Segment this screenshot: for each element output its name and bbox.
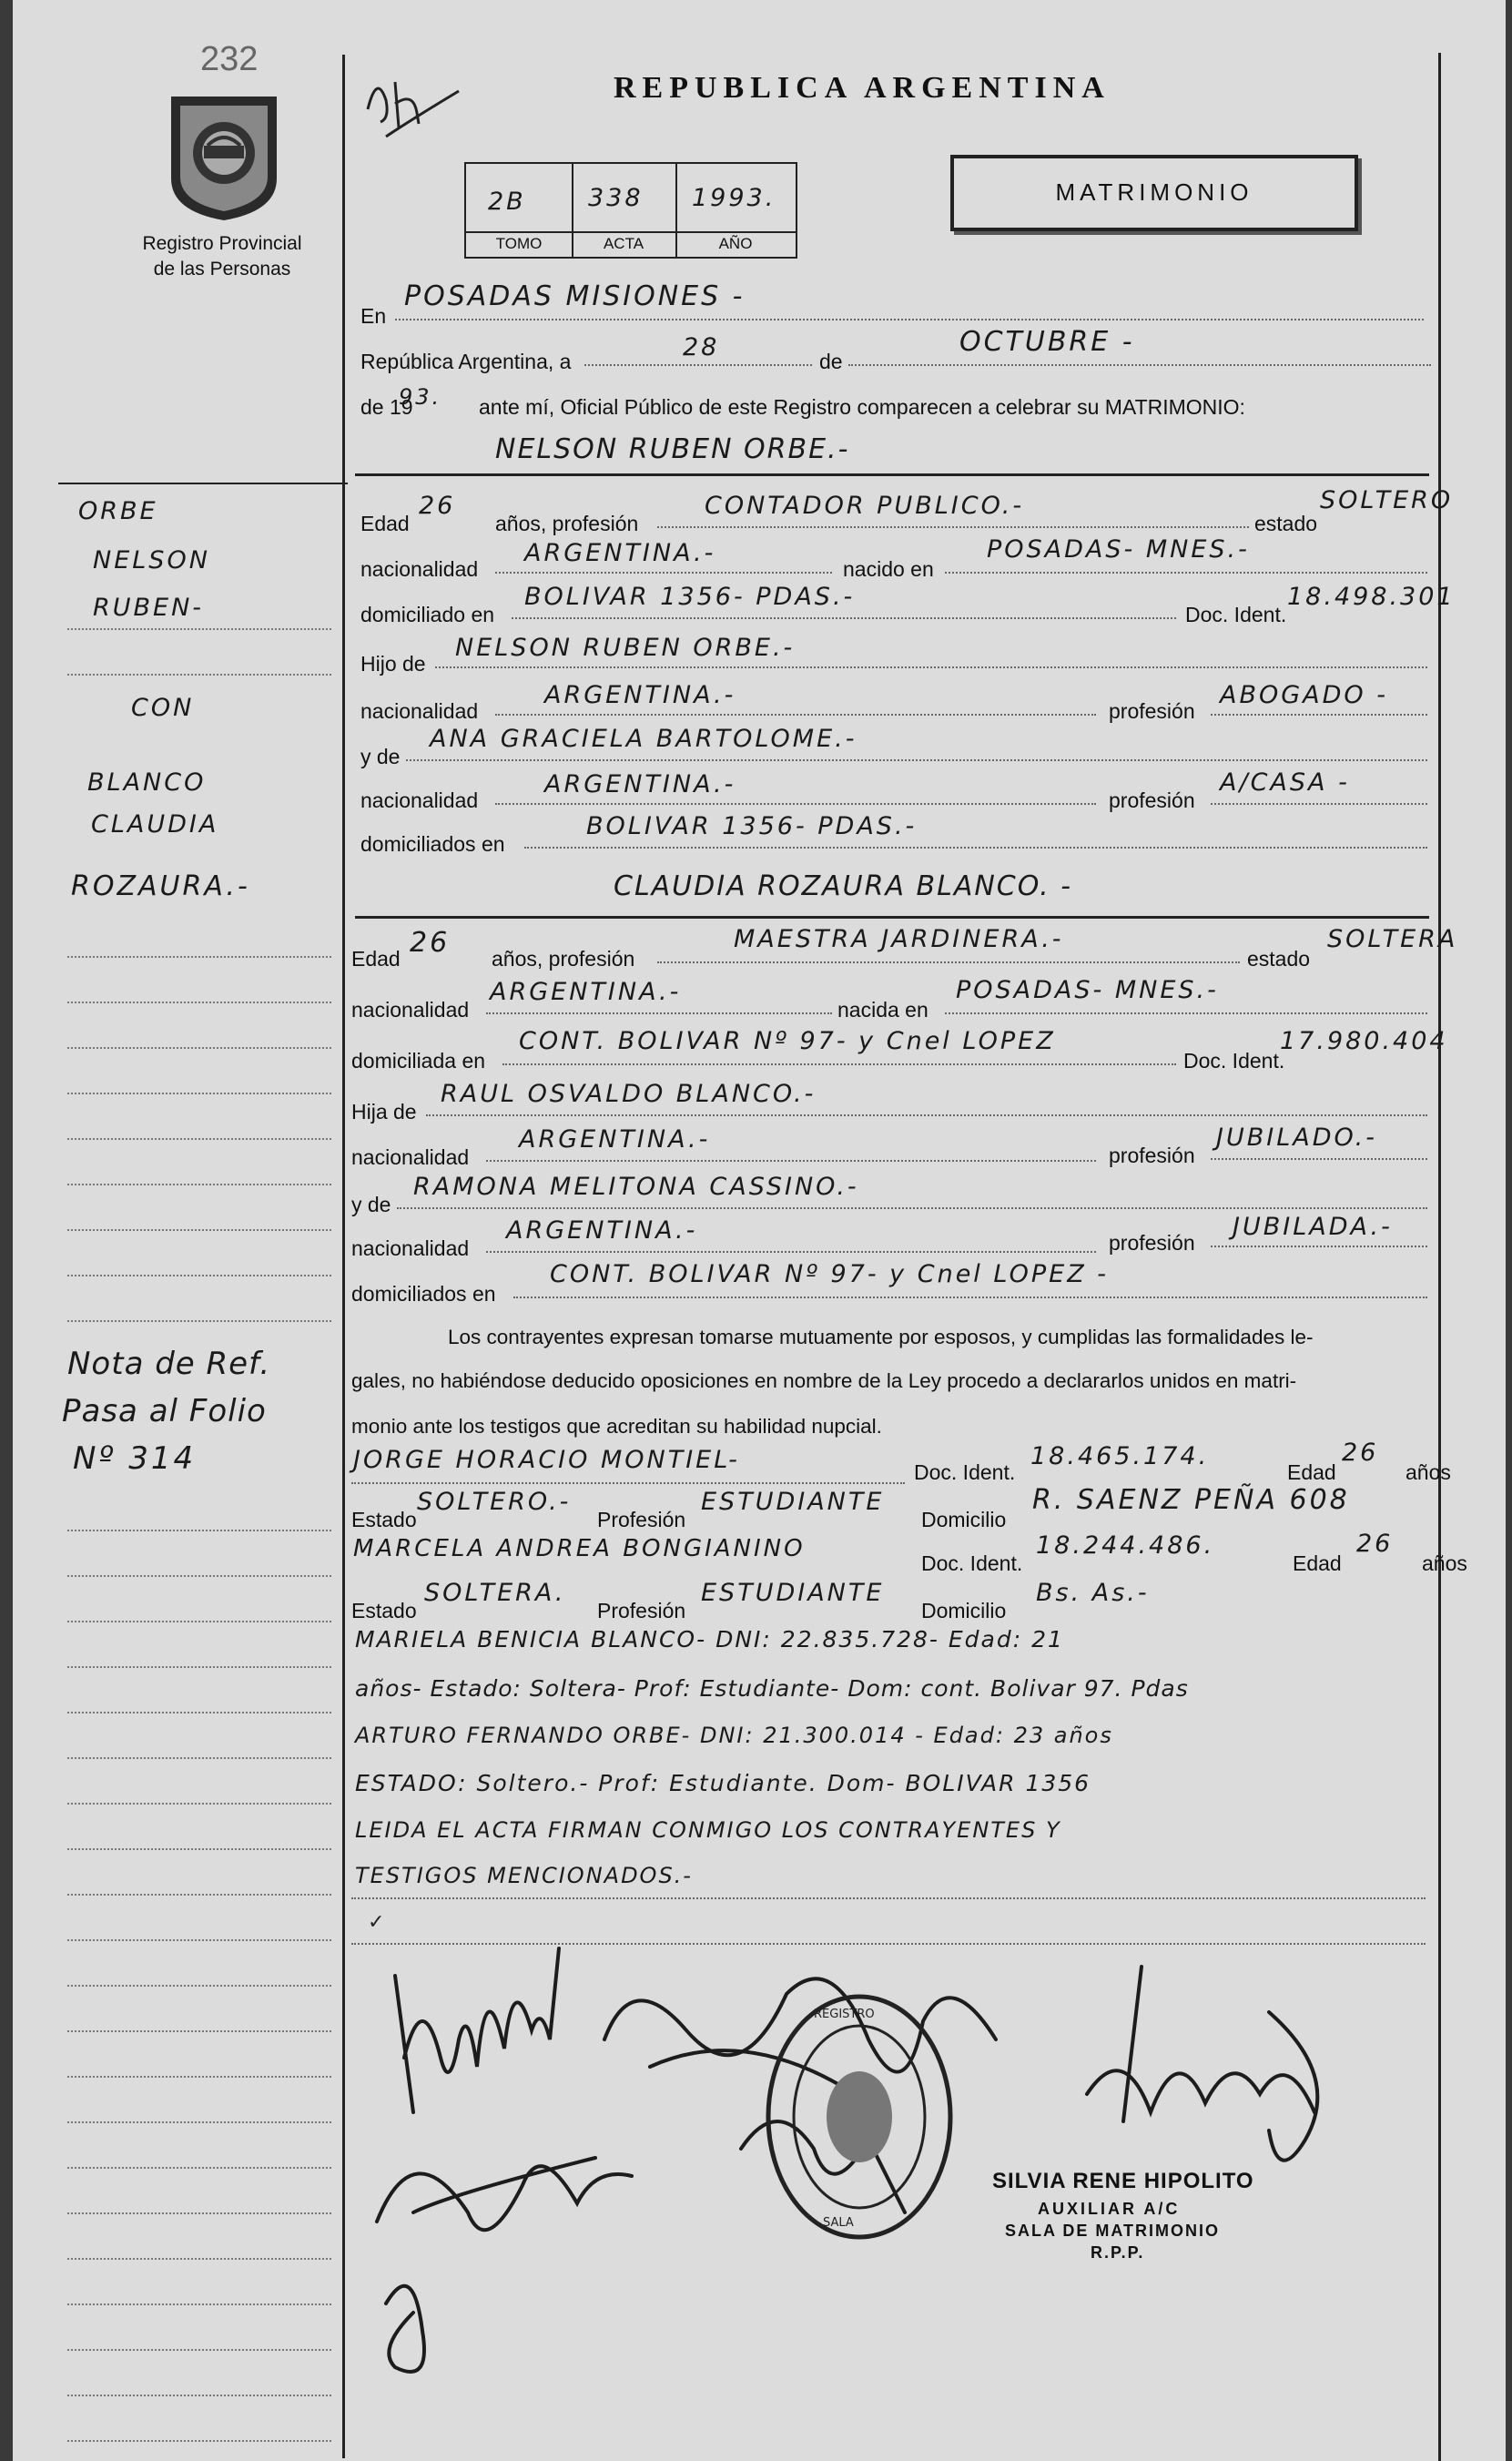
witness2-doc-label: Doc. Ident. xyxy=(921,1551,1023,1575)
bride-birthplace: POSADAS- MNES.- xyxy=(956,976,1219,1004)
bride-doc-label: Doc. Ident. xyxy=(1183,1049,1285,1073)
declaration-line2: gales, no habiéndose deducido oposiciones en nombre de la Ley procedo a declararlos unidos en matri- xyxy=(351,1369,1297,1392)
official-stamp-icon xyxy=(759,1985,959,2249)
certificate-type-box xyxy=(950,155,1358,231)
groom-mother-nationality: ARGENTINA.- xyxy=(544,770,736,798)
groom-name: NELSON RUBEN ORBE.- xyxy=(495,433,850,465)
bride-nac-label: nacionalidad xyxy=(351,998,470,1022)
witness2-age: 26 xyxy=(1356,1530,1394,1558)
official-rpp: R.P.P. xyxy=(1091,2243,1145,2262)
witness1-dom-label: Domicilio xyxy=(921,1508,1007,1531)
bride-nacida-label: nacida en xyxy=(837,998,929,1022)
groom-doc-label: Doc. Ident. xyxy=(1185,603,1287,626)
groom-nationality: ARGENTINA.- xyxy=(524,539,716,567)
extra-line-2: años- Estado: Soltera- Prof: Estudiante- Dom: cont. Bolivar 97. Pdas xyxy=(355,1675,1189,1702)
official-signature-icon xyxy=(1087,1967,1317,2161)
extra-line-1: MARIELA BENICIA BLANCO- DNI: 22.835.728- Edad: 21 xyxy=(355,1626,1064,1653)
groom-nacido-label: nacido en xyxy=(843,557,934,581)
groom-edad-label: Edad xyxy=(360,512,410,535)
groom-father: NELSON RUBEN ORBE.- xyxy=(455,634,796,662)
month: OCTUBRE - xyxy=(959,326,1135,358)
ano-value: 1993. xyxy=(692,184,776,212)
witness1-edad-label: Edad xyxy=(1287,1460,1336,1484)
groom-dom-label: domiciliado en xyxy=(360,603,495,626)
witness2-edad-label: Edad xyxy=(1293,1551,1342,1575)
witness2-profession: ESTUDIANTE xyxy=(701,1579,885,1607)
groom-address: BOLIVAR 1356- PDAS.- xyxy=(524,583,856,611)
groom-signature-icon xyxy=(395,1948,559,2112)
margin-con: CON xyxy=(131,694,195,722)
groom-father-profession: ABOGADO - xyxy=(1220,681,1389,709)
groom-m-nac-label: nacionalidad xyxy=(360,788,479,812)
witness2-prof-label: Profesión xyxy=(597,1599,686,1622)
en-label: En xyxy=(360,304,387,328)
bride-mother-nationality: ARGENTINA.- xyxy=(506,1216,698,1245)
bride-name: CLAUDIA ROZAURA BLANCO. - xyxy=(614,870,1073,902)
declaration-line3: monio ante los testigos que acreditan su habilidad nupcial. xyxy=(351,1415,882,1438)
ano-label: AÑO xyxy=(718,235,753,252)
declaration-line1: Los contrayentes expresan tomarse mutuamente por esposos, y cumplidas las formalidades le- xyxy=(448,1326,1314,1348)
bride-address: CONT. BOLIVAR Nº 97- y Cnel LOPEZ xyxy=(519,1027,1056,1055)
initials-scribble-icon xyxy=(359,64,468,146)
witness2-domicile: Bs. As.- xyxy=(1036,1579,1150,1607)
bride-father-nationality: ARGENTINA.- xyxy=(519,1125,711,1154)
witness2-dom-label: Domicilio xyxy=(921,1599,1007,1622)
groom-profession: CONTADOR PUBLICO.- xyxy=(705,492,1025,520)
groom-f-prof-label: profesión xyxy=(1109,699,1195,723)
republica-label: República Argentina, a xyxy=(360,350,572,373)
extra-line-6: TESTIGOS MENCIONADOS.- xyxy=(355,1863,693,1888)
certificate-type: MATRIMONIO xyxy=(1055,178,1253,206)
groom-yde-label: y de xyxy=(360,745,401,768)
witness1-age: 26 xyxy=(1342,1439,1379,1467)
bride-f-nac-label: nacionalidad xyxy=(351,1145,470,1169)
witness1-estado-label: Estado xyxy=(351,1508,417,1531)
bride-mother: RAMONA MELITONA CASSINO.- xyxy=(413,1173,859,1201)
bride-f-prof-label: profesión xyxy=(1109,1144,1195,1167)
registry-line1: Registro Provincial xyxy=(142,233,302,254)
groom-hijo-label: Hijo de xyxy=(360,652,426,676)
groom-father-nationality: ARGENTINA.- xyxy=(544,681,736,709)
bride-signature-icon xyxy=(377,2158,632,2230)
margin-note-line3: Nº 314 xyxy=(73,1440,197,1477)
acta-label: ACTA xyxy=(603,235,644,252)
witness2-doc: 18.244.486. xyxy=(1036,1531,1215,1560)
groom-doc: 18.498.301 xyxy=(1287,583,1456,611)
extra-line-4: ESTADO: Soltero.- Prof: Estudiante. Dom- BOLIVAR 1356 xyxy=(355,1770,1091,1796)
bride-m-prof-label: profesión xyxy=(1109,1231,1195,1255)
margin-note-line1: Nota de Ref. xyxy=(67,1346,271,1382)
groom-birthplace: POSADAS- MNES.- xyxy=(987,535,1250,564)
witness1-profession: ESTUDIANTE xyxy=(701,1488,885,1516)
groom-anos-label: años, profesión xyxy=(495,512,639,535)
witness2-estado-label: Estado xyxy=(351,1599,417,1622)
bride-profession: MAESTRA JARDINERA.- xyxy=(734,925,1064,953)
small-signature-icon xyxy=(386,2286,424,2372)
svg-text:✓: ✓ xyxy=(368,1912,385,1934)
record-box xyxy=(464,162,797,259)
bride-father-profession: JUBILADO.- xyxy=(1216,1124,1377,1152)
intro-statement: ante mí, Oficial Público de este Registro comparecen a celebrar su MATRIMONIO: xyxy=(479,395,1245,419)
official-name: SILVIA RENE HIPOLITO xyxy=(992,2169,1254,2193)
margin-groom-given2: RUBEN- xyxy=(93,594,205,622)
marriage-certificate xyxy=(13,0,1506,2461)
bride-estado: SOLTERA xyxy=(1327,925,1458,953)
bride-age: 26 xyxy=(410,927,451,959)
margin-groom-surname: ORBE xyxy=(78,497,158,525)
groom-estado: SOLTERO xyxy=(1320,486,1454,514)
groom-doms-label: domiciliados en xyxy=(360,832,505,856)
year-prefix: de 19 xyxy=(360,395,413,419)
bride-anos-label: años, profesión xyxy=(492,947,635,971)
page-number: 232 xyxy=(200,40,259,78)
bride-nationality: ARGENTINA.- xyxy=(490,978,682,1006)
groom-nac-label: nacionalidad xyxy=(360,557,479,581)
bride-parents-address: CONT. BOLIVAR Nº 97- y Cnel LOPEZ - xyxy=(550,1260,1110,1288)
tomo-value: 2B xyxy=(488,188,526,216)
groom-mother-profession: A/CASA - xyxy=(1220,768,1350,797)
svg-text:SALA: SALA xyxy=(823,2216,854,2230)
de-label: de xyxy=(819,350,843,373)
extra-line-5: LEIDA EL ACTA FIRMAN CONMIGO LOS CONTRAYENTES Y xyxy=(355,1817,1061,1843)
margin-note-line2: Pasa al Folio xyxy=(62,1393,267,1429)
witness1-prof-label: Profesión xyxy=(597,1508,686,1531)
witness2-anos-label: años xyxy=(1422,1551,1467,1575)
groom-mother: ANA GRACIELA BARTOLOME.- xyxy=(430,725,857,753)
bride-estado-label: estado xyxy=(1247,947,1311,971)
svg-text:REGISTRO: REGISTRO xyxy=(814,2008,875,2021)
groom-age: 26 xyxy=(419,492,456,520)
bride-doms-label: domiciliados en xyxy=(351,1282,496,1306)
witness1-doc-label: Doc. Ident. xyxy=(914,1460,1016,1484)
margin-bride-given2: ROZAURA.- xyxy=(71,870,250,902)
groom-parents-address: BOLIVAR 1356- PDAS.- xyxy=(586,812,918,840)
bride-father: RAUL OSVALDO BLANCO.- xyxy=(441,1080,817,1108)
province-seal-icon xyxy=(160,87,288,222)
bride-yde-label: y de xyxy=(351,1193,391,1216)
groom-m-prof-label: profesión xyxy=(1109,788,1195,812)
margin-groom-given1: NELSON xyxy=(93,546,210,575)
witness1-doc: 18.465.174. xyxy=(1030,1442,1210,1470)
margin-divider xyxy=(342,55,345,2458)
witness2-estado: SOLTERA. xyxy=(424,1579,566,1607)
witness2-name: MARCELA ANDREA BONGIANINO xyxy=(353,1535,806,1562)
witness1-anos-label: años xyxy=(1405,1460,1451,1484)
official-title: AUXILIAR A/C xyxy=(1038,2200,1181,2218)
margin-bride-surname: BLANCO xyxy=(87,768,207,797)
day: 28 xyxy=(683,333,720,361)
bride-dom-label: domiciliada en xyxy=(351,1049,486,1073)
tomo-label: TOMO xyxy=(495,235,543,252)
country-title: REPUBLICA ARGENTINA xyxy=(614,71,1111,105)
place: POSADAS MISIONES - xyxy=(404,280,746,312)
acta-value: 338 xyxy=(588,184,644,212)
witness1-domicile: R. SAENZ PEÑA 608 xyxy=(1032,1484,1350,1516)
extra-line-3: ARTURO FERNANDO ORBE- DNI: 21.300.014 - Edad: 23 años xyxy=(355,1723,1113,1748)
witness1-estado: SOLTERO.- xyxy=(417,1488,572,1516)
year: 93. xyxy=(399,384,442,410)
bride-m-nac-label: nacionalidad xyxy=(351,1236,470,1260)
bride-edad-label: Edad xyxy=(351,947,401,971)
groom-estado-label: estado xyxy=(1254,512,1318,535)
margin-bride-given1: CLAUDIA xyxy=(91,810,219,839)
registry-line2: de las Personas xyxy=(153,259,291,280)
bride-doc: 17.980.404 xyxy=(1280,1027,1448,1055)
bride-mother-profession: JUBILADA.- xyxy=(1233,1213,1393,1241)
groom-f-nac-label: nacionalidad xyxy=(360,699,479,723)
witness1-name: JORGE HORACIO MONTIEL- xyxy=(353,1446,740,1474)
official-office: SALA DE MATRIMONIO xyxy=(1005,2222,1220,2240)
bride-hija-label: Hija de xyxy=(351,1100,417,1124)
